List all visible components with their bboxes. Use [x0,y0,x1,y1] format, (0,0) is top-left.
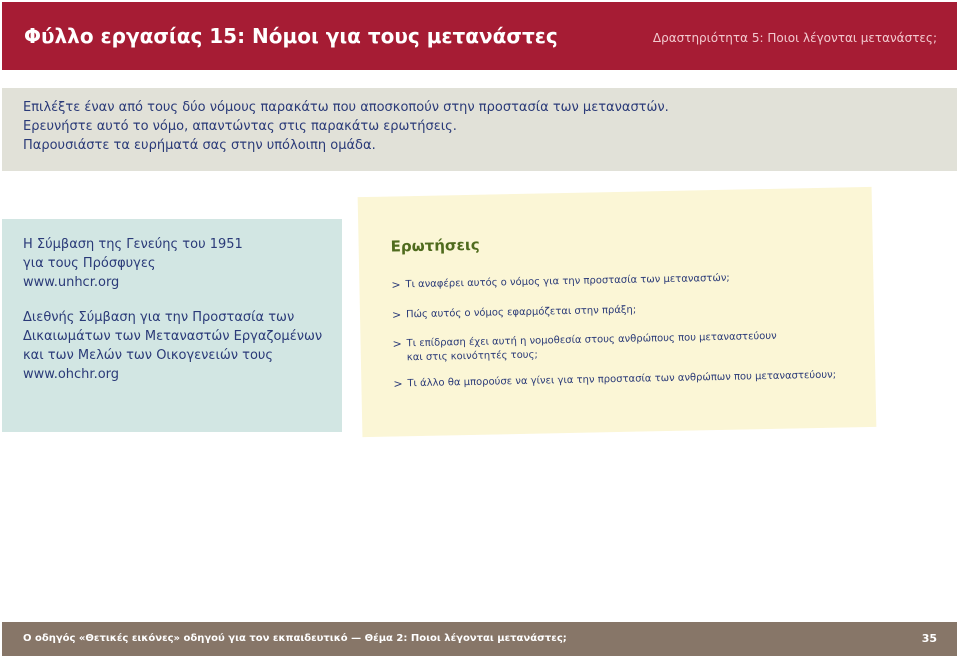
chevron-right-icon: > [393,377,403,391]
law-link[interactable]: www.unhcr.org [23,275,120,290]
chevron-right-icon: > [391,278,401,292]
worksheet-title: Φύλλο εργασίας 15: Νόμοι για τους μετανάστες [24,24,558,48]
question-item: Τι αναφέρει αυτός ο νόμος για την προστασία των μεταναστών; [405,272,730,291]
instructions-box [2,88,957,171]
page-footer [2,622,957,656]
law-name-line: για τους Πρόσφυγες [23,256,156,271]
chevron-right-icon: > [391,308,402,322]
page-header [2,2,957,70]
page-number: 35 [921,632,937,645]
law-name-line: Η Σύμβαση της Γενεύης του 1951 [23,237,243,252]
chevron-right-icon: > [392,337,402,351]
activity-label: Δραστηριότητα 5: Ποιοι λέγονται μετανάστες; [652,31,937,45]
instruction-line: Παρουσιάστε τα ευρήματά σας στην υπόλοιπη ομάδα. [23,138,376,153]
questions-note [358,187,877,437]
instruction-line: Επιλέξτε έναν από τους δύο νόμους παρακάτω που αποσκοπούν στην προστασία των μεταναστών. [23,100,669,115]
footer-text: Ο οδηγός «Θετικές εικόνες» οδηγού για τον εκπαιδευτικό — Θέμα 2: Ποιοι λέγονται μετανάστες; [23,633,567,644]
question-item: Τι επίδραση έχει αυτή η νομοθεσία στους ανθρώπους που μεταναστεύουν [406,330,777,350]
question-item-continuation: και στις κοινότητές τους; [406,349,538,364]
law-name-line: Διεθνής Σύμβαση για την Προστασία των [23,310,295,325]
question-item: Πώς αυτός ο νόμος εφαρμόζεται στην πράξη; [405,304,637,321]
law-name-line: και των Μελών των Οικογενειών τους [23,348,274,363]
question-item: Τι άλλο θα μπορούσε να γίνει για την προστασία των ανθρώπων που μεταναστεύουν; [407,369,837,390]
laws-box [2,219,342,432]
questions-title: Ερωτήσεις [390,235,480,256]
law-name-line: Δικαιωμάτων των Μεταναστών Εργαζομένων [23,329,323,344]
instruction-line: Ερευνήστε αυτό το νόμο, απαντώντας στις παρακάτω ερωτήσεις. [23,119,457,134]
law-link[interactable]: www.ohchr.org [23,367,120,382]
